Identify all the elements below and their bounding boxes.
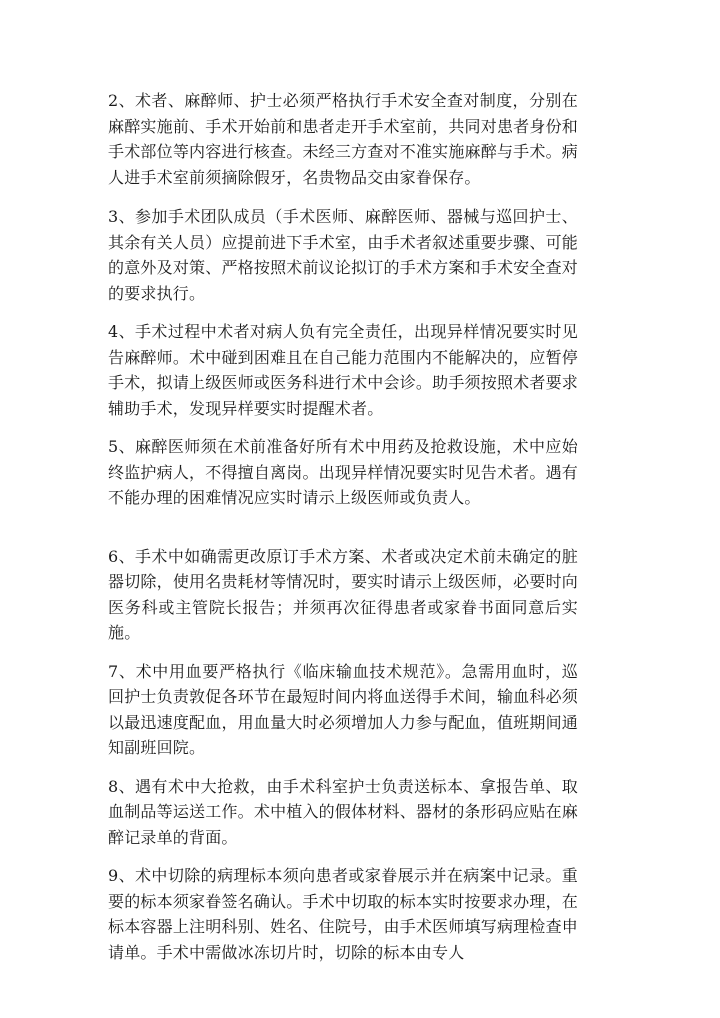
paragraph-5: 5、麻醉医师须在术前准备好所有术中用药及抢救设施，术中应始终监护病人，不得擅自离岗。出现异样情况要实时见告术者。遇有不能办理的困难情况应实时请示上级医师或负责人。 [108,437,578,507]
paragraph-8: 8、遇有术中大抢救，由手术科室护士负责送标本、拿报告单、取血制品等运送工作。术中植入的假体材料、器材的条形码应贴在麻醉记录单的背面。 [108,776,578,847]
paragraph-4: 4、手术过程中术者对病人负有完全责任，出现异样情况要实时见告麻醉师。术中碰到困难且在自己能力范围内不能解决的，应暂停手术，拟请上级医师或医务科进行术中会诊。助手须按照术者要求辅助手术，发现异样要实时提醒术者。 [108,322,578,418]
paragraph-6: 6、手术中如确需更改原订手术方案、术者或决定术前未确定的脏器切除，使用名贵耗材等情况时，要实时请示上级医师，必要时向医务科或主管院长报告；并须再次征得患者或家眷书面同意后实施。 [108,546,578,642]
paragraph-7: 7、术中用血要严格执行《临床输血技术规范》。急需用血时，巡回护士负责敦促各环节在最短时间内将血送得手术间，输血科必须以最迅速度配血，用血量大时必须增加人力参与配血，值班期间通知副班回院。 [108,661,578,757]
paragraph-9: 9、术中切除的病理标本须向患者或家眷展示并在病案中记录。重要的标本须家眷签名确认。手术中切取的标本实时按要求办理，在标本容器上注明科别、姓名、住院号，由手术医师填写病理检查申请单。手术中需做冰冻切片时，切除的标本由专人 [108,866,578,962]
document-body [108,88,578,965]
paragraph-3: 3、参加手术团队成员（手术医师、麻醉医师、器械与巡回护士、其余有关人员）应提前进下手术室，由手术者叙述重要步骤、可能的意外及对策、严格按照术前议论拟订的手术方案和手术安全查对的要求执行。 [108,207,578,303]
paragraph-2: 2、术者、麻醉师、护士必须严格执行手术安全查对制度，分别在麻醉实施前、手术开始前和患者走开手术室前，共同对患者身份和手术部位等内容进行核查。未经三方查对不准实施麻醉与手术。病人进手术室前须摘除假牙，名贵物品交由家眷保存。 [108,91,578,187]
